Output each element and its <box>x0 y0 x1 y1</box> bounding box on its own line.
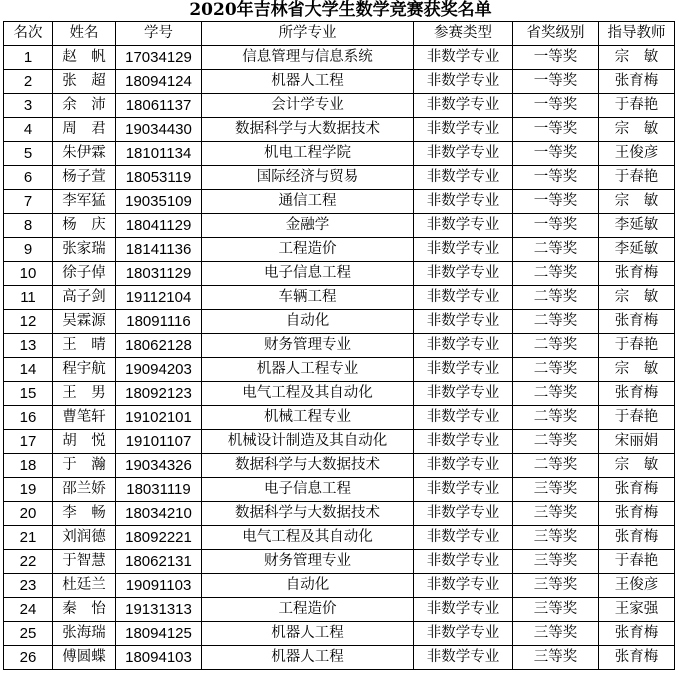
advisor-cell: 于春艳 <box>599 406 675 430</box>
rank-cell: 26 <box>4 646 53 670</box>
rank-cell: 2 <box>4 70 53 94</box>
student-id-cell: 19112104 <box>116 286 202 310</box>
rank-cell: 3 <box>4 94 53 118</box>
major-cell: 机械设计制造及其自动化 <box>202 430 414 454</box>
header-student-id: 学号 <box>116 22 202 46</box>
table-row <box>4 310 675 334</box>
advisor-cell: 于春艳 <box>599 334 675 358</box>
advisor-cell: 王家强 <box>599 598 675 622</box>
entry-type-cell: 非数学专业 <box>414 94 513 118</box>
rank-cell: 5 <box>4 142 53 166</box>
rank-cell: 10 <box>4 262 53 286</box>
entry-type-cell: 非数学专业 <box>414 334 513 358</box>
student-id-cell: 18034210 <box>116 502 202 526</box>
advisor-cell: 宗 敏 <box>599 286 675 310</box>
award-level-cell: 一等奖 <box>513 94 599 118</box>
advisor-cell: 张育梅 <box>599 646 675 670</box>
name-cell: 周 君 <box>53 118 116 142</box>
table-row <box>4 526 675 550</box>
rank-cell: 4 <box>4 118 53 142</box>
entry-type-cell: 非数学专业 <box>414 526 513 550</box>
award-level-cell: 一等奖 <box>513 46 599 70</box>
award-level-cell: 三等奖 <box>513 478 599 502</box>
header-row <box>4 22 675 46</box>
advisor-cell: 宋丽娟 <box>599 430 675 454</box>
rank-cell: 7 <box>4 190 53 214</box>
entry-type-cell: 非数学专业 <box>414 478 513 502</box>
student-id-cell: 18094125 <box>116 622 202 646</box>
student-id-cell: 19035109 <box>116 190 202 214</box>
name-cell: 程宇航 <box>53 358 116 382</box>
student-id-cell: 18053119 <box>116 166 202 190</box>
student-id-cell: 19091103 <box>116 574 202 598</box>
major-cell: 通信工程 <box>202 190 414 214</box>
award-level-cell: 二等奖 <box>513 406 599 430</box>
advisor-cell: 李延敏 <box>599 238 675 262</box>
header-advisor: 指导教师 <box>599 22 675 46</box>
rank-cell: 23 <box>4 574 53 598</box>
student-id-cell: 19034430 <box>116 118 202 142</box>
table-row <box>4 598 675 622</box>
entry-type-cell: 非数学专业 <box>414 142 513 166</box>
major-cell: 机器人工程 <box>202 622 414 646</box>
name-cell: 于 瀚 <box>53 454 116 478</box>
student-id-cell: 18092123 <box>116 382 202 406</box>
major-cell: 机器人工程 <box>202 646 414 670</box>
award-level-cell: 二等奖 <box>513 286 599 310</box>
rank-cell: 6 <box>4 166 53 190</box>
student-id-cell: 18101134 <box>116 142 202 166</box>
major-cell: 金融学 <box>202 214 414 238</box>
major-cell: 机械工程专业 <box>202 406 414 430</box>
table-body <box>4 46 675 670</box>
table-row <box>4 502 675 526</box>
award-level-cell: 一等奖 <box>513 70 599 94</box>
student-id-cell: 19094203 <box>116 358 202 382</box>
award-level-cell: 二等奖 <box>513 310 599 334</box>
student-id-cell: 18061137 <box>116 94 202 118</box>
entry-type-cell: 非数学专业 <box>414 454 513 478</box>
name-cell: 朱伊霖 <box>53 142 116 166</box>
name-cell: 刘润德 <box>53 526 116 550</box>
major-cell: 工程造价 <box>202 238 414 262</box>
rank-cell: 12 <box>4 310 53 334</box>
award-level-cell: 一等奖 <box>513 142 599 166</box>
student-id-cell: 18094124 <box>116 70 202 94</box>
award-level-cell: 三等奖 <box>513 502 599 526</box>
name-cell: 杜廷兰 <box>53 574 116 598</box>
name-cell: 王 晴 <box>53 334 116 358</box>
major-cell: 车辆工程 <box>202 286 414 310</box>
table-row <box>4 334 675 358</box>
table-row <box>4 190 675 214</box>
major-cell: 会计学专业 <box>202 94 414 118</box>
advisor-cell: 张育梅 <box>599 622 675 646</box>
name-cell: 胡 悦 <box>53 430 116 454</box>
major-cell: 数据科学与大数据技术 <box>202 454 414 478</box>
major-cell: 数据科学与大数据技术 <box>202 118 414 142</box>
major-cell: 信息管理与信息系统 <box>202 46 414 70</box>
advisor-cell: 张育梅 <box>599 262 675 286</box>
entry-type-cell: 非数学专业 <box>414 46 513 70</box>
award-level-cell: 二等奖 <box>513 430 599 454</box>
advisor-cell: 宗 敏 <box>599 118 675 142</box>
entry-type-cell: 非数学专业 <box>414 190 513 214</box>
advisor-cell: 张育梅 <box>599 70 675 94</box>
major-cell: 电子信息工程 <box>202 478 414 502</box>
student-id-cell: 19101107 <box>116 430 202 454</box>
table-row <box>4 166 675 190</box>
table-row <box>4 406 675 430</box>
rank-cell: 24 <box>4 598 53 622</box>
name-cell: 李 畅 <box>53 502 116 526</box>
rank-cell: 14 <box>4 358 53 382</box>
rank-cell: 18 <box>4 454 53 478</box>
student-id-cell: 18031119 <box>116 478 202 502</box>
table-row <box>4 454 675 478</box>
name-cell: 张 超 <box>53 70 116 94</box>
award-level-cell: 三等奖 <box>513 598 599 622</box>
major-cell: 机器人工程 <box>202 70 414 94</box>
rank-cell: 16 <box>4 406 53 430</box>
major-cell: 电气工程及其自动化 <box>202 526 414 550</box>
name-cell: 张海瑞 <box>53 622 116 646</box>
student-id-cell: 18094103 <box>116 646 202 670</box>
table-row <box>4 142 675 166</box>
table-row <box>4 646 675 670</box>
name-cell: 高子剑 <box>53 286 116 310</box>
student-id-cell: 19131313 <box>116 598 202 622</box>
award-level-cell: 二等奖 <box>513 262 599 286</box>
award-level-cell: 二等奖 <box>513 238 599 262</box>
rank-cell: 20 <box>4 502 53 526</box>
table-row <box>4 478 675 502</box>
header-entry-type: 参赛类型 <box>414 22 513 46</box>
entry-type-cell: 非数学专业 <box>414 550 513 574</box>
entry-type-cell: 非数学专业 <box>414 262 513 286</box>
rank-cell: 9 <box>4 238 53 262</box>
award-level-cell: 三等奖 <box>513 646 599 670</box>
table-header <box>4 22 675 46</box>
entry-type-cell: 非数学专业 <box>414 574 513 598</box>
advisor-cell: 于春艳 <box>599 94 675 118</box>
entry-type-cell: 非数学专业 <box>414 622 513 646</box>
table-row <box>4 286 675 310</box>
major-cell: 数据科学与大数据技术 <box>202 502 414 526</box>
name-cell: 杨子萱 <box>53 166 116 190</box>
entry-type-cell: 非数学专业 <box>414 358 513 382</box>
table-row <box>4 574 675 598</box>
award-level-cell: 三等奖 <box>513 622 599 646</box>
name-cell: 曹笔轩 <box>53 406 116 430</box>
entry-type-cell: 非数学专业 <box>414 70 513 94</box>
advisor-cell: 宗 敏 <box>599 358 675 382</box>
entry-type-cell: 非数学专业 <box>414 430 513 454</box>
major-cell: 自动化 <box>202 574 414 598</box>
table-row <box>4 382 675 406</box>
student-id-cell: 18062131 <box>116 550 202 574</box>
table-row <box>4 622 675 646</box>
award-level-cell: 三等奖 <box>513 526 599 550</box>
advisor-cell: 王俊彦 <box>599 574 675 598</box>
student-id-cell: 18031129 <box>116 262 202 286</box>
table-row <box>4 238 675 262</box>
student-id-cell: 17034129 <box>116 46 202 70</box>
name-cell: 吴霖源 <box>53 310 116 334</box>
rank-cell: 21 <box>4 526 53 550</box>
major-cell: 工程造价 <box>202 598 414 622</box>
award-level-cell: 一等奖 <box>513 190 599 214</box>
name-cell: 于智慧 <box>53 550 116 574</box>
student-id-cell: 19034326 <box>116 454 202 478</box>
award-level-cell: 二等奖 <box>513 382 599 406</box>
table-row <box>4 430 675 454</box>
header-name: 姓名 <box>53 22 116 46</box>
major-cell: 财务管理专业 <box>202 550 414 574</box>
major-cell: 自动化 <box>202 310 414 334</box>
major-cell: 电气工程及其自动化 <box>202 382 414 406</box>
header-award-level: 省奖级别 <box>513 22 599 46</box>
major-cell: 电子信息工程 <box>202 262 414 286</box>
table-row <box>4 262 675 286</box>
advisor-cell: 宗 敏 <box>599 46 675 70</box>
entry-type-cell: 非数学专业 <box>414 502 513 526</box>
rank-cell: 19 <box>4 478 53 502</box>
entry-type-cell: 非数学专业 <box>414 286 513 310</box>
award-table <box>3 21 675 670</box>
award-level-cell: 三等奖 <box>513 550 599 574</box>
rank-cell: 1 <box>4 46 53 70</box>
rank-cell: 11 <box>4 286 53 310</box>
advisor-cell: 张育梅 <box>599 526 675 550</box>
header-major: 所学专业 <box>202 22 414 46</box>
advisor-cell: 张育梅 <box>599 310 675 334</box>
name-cell: 傅圆蝶 <box>53 646 116 670</box>
award-level-cell: 二等奖 <box>513 334 599 358</box>
advisor-cell: 张育梅 <box>599 478 675 502</box>
entry-type-cell: 非数学专业 <box>414 382 513 406</box>
rank-cell: 22 <box>4 550 53 574</box>
award-level-cell: 二等奖 <box>513 358 599 382</box>
name-cell: 余 沛 <box>53 94 116 118</box>
name-cell: 秦 怡 <box>53 598 116 622</box>
name-cell: 徐子倬 <box>53 262 116 286</box>
name-cell: 张家瑞 <box>53 238 116 262</box>
table-row <box>4 46 675 70</box>
rank-cell: 17 <box>4 430 53 454</box>
name-cell: 赵 帆 <box>53 46 116 70</box>
entry-type-cell: 非数学专业 <box>414 118 513 142</box>
name-cell: 李军猛 <box>53 190 116 214</box>
name-cell: 王 男 <box>53 382 116 406</box>
advisor-cell: 张育梅 <box>599 382 675 406</box>
entry-type-cell: 非数学专业 <box>414 598 513 622</box>
entry-type-cell: 非数学专业 <box>414 238 513 262</box>
student-id-cell: 18091116 <box>116 310 202 334</box>
entry-type-cell: 非数学专业 <box>414 166 513 190</box>
page-title: 2020年吉林省大学生数学竞赛获奖名单 <box>189 0 492 20</box>
student-id-cell: 18041129 <box>116 214 202 238</box>
table-row <box>4 214 675 238</box>
rank-cell: 13 <box>4 334 53 358</box>
advisor-cell: 于春艳 <box>599 550 675 574</box>
student-id-cell: 18092221 <box>116 526 202 550</box>
table-row <box>4 70 675 94</box>
student-id-cell: 18062128 <box>116 334 202 358</box>
major-cell: 机器人工程专业 <box>202 358 414 382</box>
entry-type-cell: 非数学专业 <box>414 310 513 334</box>
major-cell: 财务管理专业 <box>202 334 414 358</box>
name-cell: 杨 庆 <box>53 214 116 238</box>
major-cell: 国际经济与贸易 <box>202 166 414 190</box>
advisor-cell: 张育梅 <box>599 502 675 526</box>
award-level-cell: 二等奖 <box>513 454 599 478</box>
student-id-cell: 18141136 <box>116 238 202 262</box>
rank-cell: 15 <box>4 382 53 406</box>
entry-type-cell: 非数学专业 <box>414 646 513 670</box>
table-row <box>4 358 675 382</box>
advisor-cell: 宗 敏 <box>599 190 675 214</box>
rank-cell: 8 <box>4 214 53 238</box>
award-level-cell: 一等奖 <box>513 214 599 238</box>
table-row <box>4 94 675 118</box>
table-row <box>4 118 675 142</box>
advisor-cell: 于春艳 <box>599 166 675 190</box>
advisor-cell: 王俊彦 <box>599 142 675 166</box>
entry-type-cell: 非数学专业 <box>414 214 513 238</box>
table-row <box>4 550 675 574</box>
rank-cell: 25 <box>4 622 53 646</box>
student-id-cell: 19102101 <box>116 406 202 430</box>
award-level-cell: 一等奖 <box>513 166 599 190</box>
advisor-cell: 宗 敏 <box>599 454 675 478</box>
award-level-cell: 三等奖 <box>513 574 599 598</box>
advisor-cell: 李延敏 <box>599 214 675 238</box>
award-level-cell: 一等奖 <box>513 118 599 142</box>
major-cell: 机电工程学院 <box>202 142 414 166</box>
name-cell: 邵兰娇 <box>53 478 116 502</box>
entry-type-cell: 非数学专业 <box>414 406 513 430</box>
header-rank: 名次 <box>4 22 53 46</box>
